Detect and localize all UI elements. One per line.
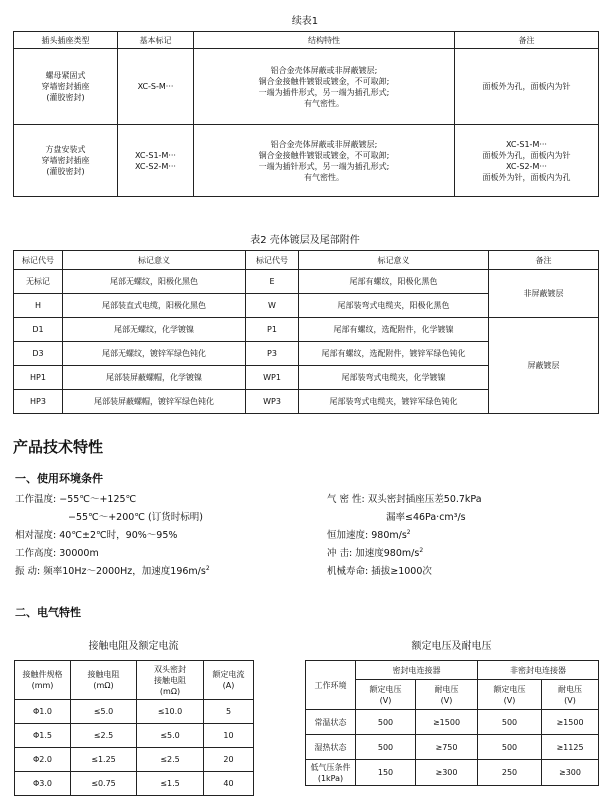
env-value: 加速度980m/s bbox=[355, 548, 420, 559]
table2-cell: H bbox=[14, 294, 63, 318]
table2-cell: WP3 bbox=[246, 390, 299, 414]
env-label: 冲 击: bbox=[327, 548, 353, 559]
table3-cell: ≤1.25 bbox=[71, 748, 137, 772]
table2-note: 屏蔽镀层 bbox=[489, 318, 599, 414]
table1-header: 基本标记 bbox=[118, 32, 194, 49]
env-value: 频率10Hz～2000Hz，加速度196m/s bbox=[43, 566, 206, 577]
table2-header: 标记意义 bbox=[299, 251, 489, 270]
table4-cell: 常温状态 bbox=[306, 710, 356, 735]
table3-cell: 40 bbox=[204, 772, 254, 796]
table4-cell: ≥300 bbox=[416, 760, 478, 786]
table3-cell: 5 bbox=[204, 700, 254, 724]
env-value: −55℃～+125℃ bbox=[59, 494, 137, 505]
table2-header: 标记代号 bbox=[14, 251, 63, 270]
table2-cell: E bbox=[246, 270, 299, 294]
env-value: 30000m bbox=[59, 548, 99, 559]
table2-cell: 尾部无螺纹，化学镀镍 bbox=[63, 318, 246, 342]
table2-cell: 尾部装屏蔽螺帽，化学镀镍 bbox=[63, 366, 246, 390]
table4-cell: ≥1500 bbox=[416, 710, 478, 735]
env-value: 40℃±2℃时，90%～95% bbox=[59, 530, 178, 541]
table4-cell: 500 bbox=[478, 710, 542, 735]
table4-cell: 湿热状态 bbox=[306, 735, 356, 760]
table4-cell: ≥1500 bbox=[542, 710, 599, 735]
table4-caption: 额定电压及耐电压 bbox=[411, 641, 492, 652]
table4-cell: 低气压条件 (1kPa) bbox=[306, 760, 356, 786]
env-label: 机械寿命: bbox=[327, 566, 369, 577]
table-row bbox=[15, 724, 254, 748]
table4-subheader: 耐电压 (V) bbox=[416, 680, 478, 710]
table3-header: 接触件规格 (mm) bbox=[15, 661, 71, 700]
superscript: 2 bbox=[419, 546, 424, 554]
table-row bbox=[14, 125, 599, 197]
table4-subheader: 额定电压 (V) bbox=[356, 680, 416, 710]
table3-cell: ≤5.0 bbox=[71, 700, 137, 724]
table2-caption: 表2 壳体镀层及尾部附件 bbox=[250, 235, 360, 246]
table-row bbox=[15, 700, 254, 724]
table4-header: 非密封电连接器 bbox=[478, 661, 599, 680]
table2-cell: 尾部装直式电缆，阳极化黑色 bbox=[63, 294, 246, 318]
table4-cell: ≥300 bbox=[542, 760, 599, 786]
table3-cell: Φ1.0 bbox=[15, 700, 71, 724]
table2-cell: D3 bbox=[14, 342, 63, 366]
table1-header: 备注 bbox=[455, 32, 599, 49]
table2-cell: 无标记 bbox=[14, 270, 63, 294]
table1-cell: 方盘安装式 穿墙密封插座 (灌胶密封) bbox=[14, 125, 118, 197]
env-label: 气 密 性: bbox=[327, 494, 365, 505]
table4-subheader: 耐电压 (V) bbox=[542, 680, 599, 710]
table1-cell: 铝合金壳体屏蔽或非屏蔽镀层; 铜合金接触件镀银或镀金，不可取卸; 一端为插针形式，另一端为插孔形式; 有气密性。 bbox=[194, 125, 455, 197]
table4-header: 工作环境 bbox=[306, 661, 356, 710]
table3-caption: 接触电阻及额定电流 bbox=[88, 641, 179, 652]
table1-cell: XC-S1-M··· 面板外为孔，面板内为针 XC-S2-M··· 面板外为针，面板内为孔 bbox=[455, 125, 599, 197]
env-value: 双头密封插座压差50.7kPa bbox=[367, 494, 482, 505]
table2-cell: D1 bbox=[14, 318, 63, 342]
table2-cell: 尾部装屏蔽螺帽，镀锌军绿色钝化 bbox=[63, 390, 246, 414]
table2-cell: 尾部装弯式电缆夹，镀锌军绿色钝化 bbox=[299, 390, 489, 414]
table2-cell: 尾部装弯式电缆夹，阳极化黑色 bbox=[299, 294, 489, 318]
table2-cell: 尾部无螺纹，镀锌军绿色钝化 bbox=[63, 342, 246, 366]
env-label: 恒加速度: bbox=[327, 530, 369, 541]
table2 bbox=[13, 250, 599, 414]
table2-cell: 尾部有螺纹，阳极化黑色 bbox=[299, 270, 489, 294]
env-air bbox=[327, 491, 482, 505]
env-acc bbox=[327, 527, 411, 541]
table2-cell: WP1 bbox=[246, 366, 299, 390]
table2-cell: 尾部无螺纹，阳极化黑色 bbox=[63, 270, 246, 294]
table2-cell: 尾部有螺纹，选配附件，化学镀镍 bbox=[299, 318, 489, 342]
table3-cell: Φ3.0 bbox=[15, 772, 71, 796]
env-alt bbox=[15, 545, 99, 559]
env-title: 一、使用环境条件 bbox=[15, 472, 103, 485]
table-row bbox=[14, 270, 599, 294]
env-label: 工作高度: bbox=[15, 548, 57, 559]
env-value: 漏率≤46Pa·cm³/s bbox=[386, 512, 466, 523]
table4 bbox=[305, 660, 599, 786]
table2-header: 标记代号 bbox=[246, 251, 299, 270]
table1-caption: 续表1 bbox=[291, 16, 319, 27]
table2-cell: 尾部装弯式电缆夹，化学镀镍 bbox=[299, 366, 489, 390]
env-humid bbox=[15, 527, 177, 541]
table-row bbox=[306, 735, 599, 760]
elec-title: 二、电气特性 bbox=[15, 606, 81, 619]
table3-cell: ≤5.0 bbox=[137, 724, 204, 748]
table4-cell: 500 bbox=[356, 710, 416, 735]
table2-cell: P3 bbox=[246, 342, 299, 366]
table3 bbox=[14, 660, 254, 796]
table-row bbox=[306, 760, 599, 786]
superscript: 2 bbox=[205, 564, 210, 572]
env-label: 振 动: bbox=[15, 566, 41, 577]
table-row bbox=[14, 318, 599, 342]
table2-cell: W bbox=[246, 294, 299, 318]
table3-cell: 20 bbox=[204, 748, 254, 772]
table-row bbox=[306, 710, 599, 735]
env-value: 980m/s bbox=[371, 530, 407, 541]
table2-header: 备注 bbox=[489, 251, 599, 270]
table3-header: 双头密封 接触电阻 (mΩ) bbox=[137, 661, 204, 700]
table4-cell: 500 bbox=[478, 735, 542, 760]
table3-cell: 10 bbox=[204, 724, 254, 748]
section-title: 产品技术特性 bbox=[13, 438, 104, 456]
env-vib bbox=[15, 563, 210, 577]
table3-header: 接触电阻 (mΩ) bbox=[71, 661, 137, 700]
table1-cell: 螺母紧固式 穿墙密封插座 (灌胶密封) bbox=[14, 49, 118, 125]
table2-cell: HP1 bbox=[14, 366, 63, 390]
table2-header: 标记意义 bbox=[63, 251, 246, 270]
table3-cell: ≤10.0 bbox=[137, 700, 204, 724]
table3-cell: Φ2.0 bbox=[15, 748, 71, 772]
table3-cell: ≤0.75 bbox=[71, 772, 137, 796]
table1-cell: 面板外为孔，面板内为针 bbox=[455, 49, 599, 125]
table1-cell: XC-S-M··· bbox=[118, 49, 194, 125]
env-label: 相对湿度: bbox=[15, 530, 57, 541]
env-temp bbox=[15, 491, 136, 505]
table4-subheader: 额定电压 (V) bbox=[478, 680, 542, 710]
table1-cell: 铝合金壳体屏蔽或非屏蔽镀层; 铜合金接触件镀银或镀金，不可取卸; 一端为插件形式，另一端为插孔形式; 有气密性。 bbox=[194, 49, 455, 125]
table-row bbox=[14, 49, 599, 125]
table2-note: 非屏蔽镀层 bbox=[489, 270, 599, 318]
table4-cell: 250 bbox=[478, 760, 542, 786]
table4-cell: 500 bbox=[356, 735, 416, 760]
table-row bbox=[15, 748, 254, 772]
env-label: 工作温度: bbox=[15, 494, 57, 505]
env-shock bbox=[327, 545, 423, 559]
table3-cell: ≤1.5 bbox=[137, 772, 204, 796]
table1-cell: XC-S1-M··· XC-S2-M··· bbox=[118, 125, 194, 197]
table1-header: 结构特性 bbox=[194, 32, 455, 49]
env-value: −55℃～+200℃ (订货时标明) bbox=[68, 512, 203, 523]
table3-cell: ≤2.5 bbox=[71, 724, 137, 748]
table4-header: 密封电连接器 bbox=[356, 661, 478, 680]
table4-cell: 150 bbox=[356, 760, 416, 786]
env-life bbox=[327, 563, 432, 577]
table1-header: 插头插座类型 bbox=[14, 32, 118, 49]
table4-cell: ≥750 bbox=[416, 735, 478, 760]
table2-cell: 尾部有螺纹，选配附件，镀锌军绿色钝化 bbox=[299, 342, 489, 366]
table3-cell: ≤2.5 bbox=[137, 748, 204, 772]
table-row bbox=[15, 772, 254, 796]
table4-cell: ≥1125 bbox=[542, 735, 599, 760]
table2-cell: P1 bbox=[246, 318, 299, 342]
env-value: 插拔≥1000次 bbox=[371, 566, 432, 577]
table2-cell: HP3 bbox=[14, 390, 63, 414]
superscript: 2 bbox=[406, 528, 411, 536]
table3-header: 额定电流 (A) bbox=[204, 661, 254, 700]
table1 bbox=[13, 31, 599, 197]
table3-cell: Φ1.5 bbox=[15, 724, 71, 748]
